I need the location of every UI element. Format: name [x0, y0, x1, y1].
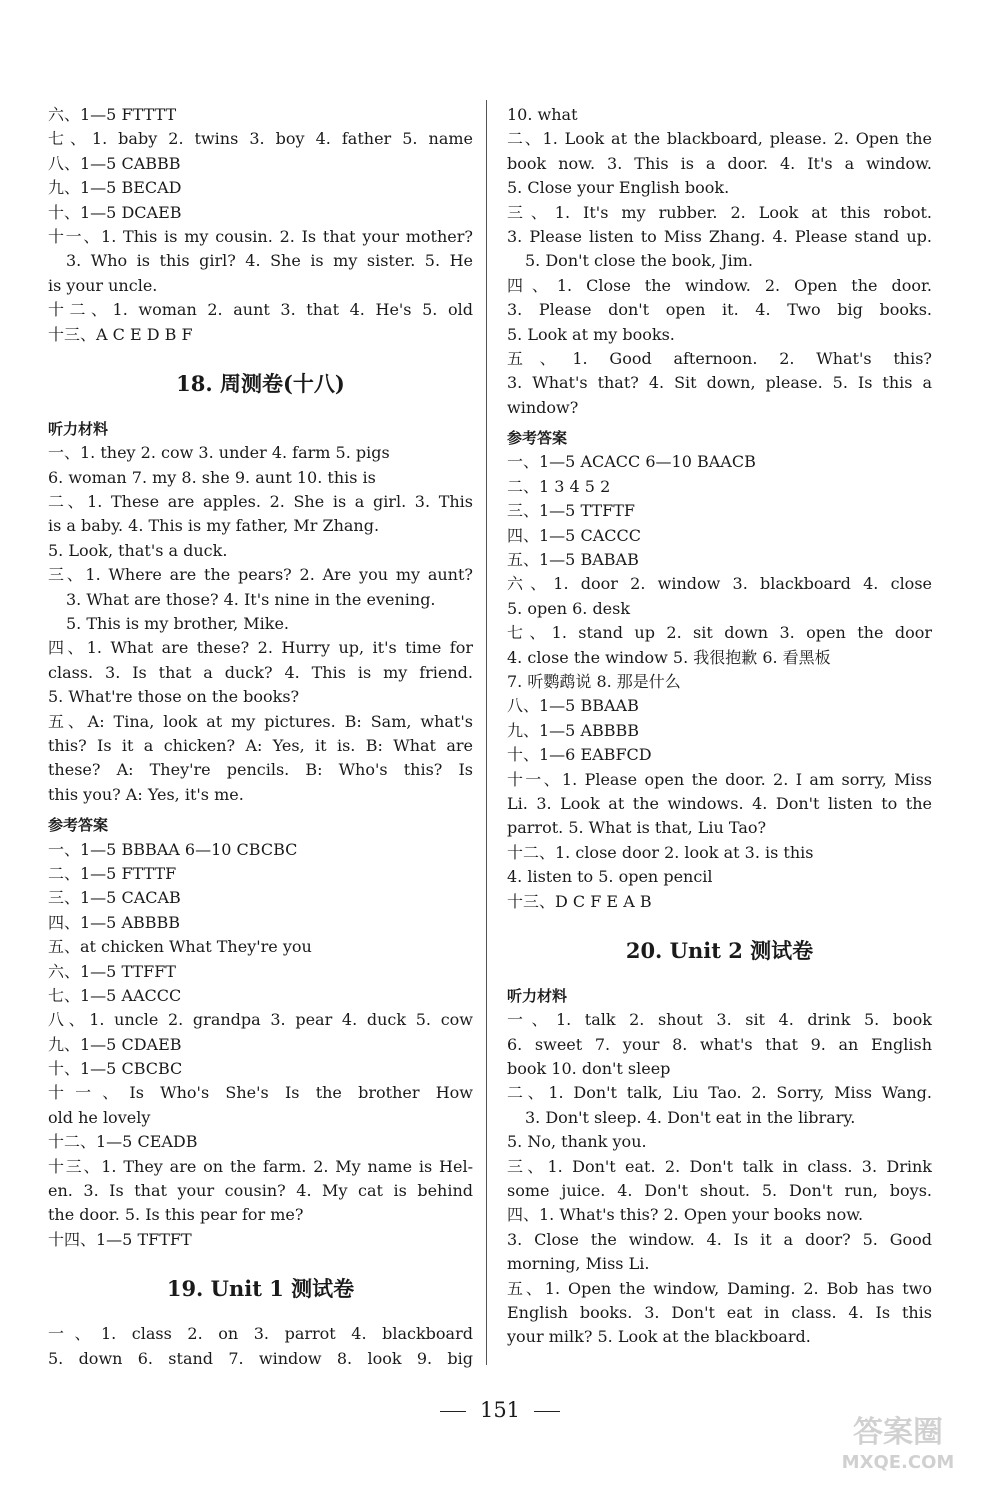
answer-line: 三、1—5 CACAB: [48, 888, 181, 908]
answer-line: 3. Close the window. 4. Is it a door? 5. Good: [507, 1229, 932, 1249]
answer-line: 4. close the window 5. 我很抱歉 6. 看黑板: [507, 647, 831, 667]
answer-line: 一、1—5 ACACC 6—10 BAACB: [507, 452, 756, 472]
section-heading: 19. Unit 1 测试卷: [166, 1276, 355, 1302]
left-column: [48, 103, 473, 1371]
answer-line: this you? A: Yes, it's me.: [48, 784, 244, 804]
answer-line: 四、1. What are these? 2. Hurry up, it's time for: [48, 638, 473, 658]
watermark-text-top: 答案圈: [853, 1415, 943, 1450]
answer-line: 3. Please don't open it. 4. Two big books.: [507, 300, 932, 320]
answer-line: these? A: They're pencils. B: Who's this? Is: [48, 760, 473, 780]
answer-line: 十二、1—5 CEADB: [48, 1132, 198, 1152]
answer-line: 五、at chicken What They're you: [48, 937, 312, 957]
answer-line: 十一、1. This is my cousin. 2. Is that your mother?: [48, 226, 473, 246]
answer-line: 六、1—5 FTTTT: [48, 105, 177, 124]
answer-line: parrot. 5. What is that, Liu Tao?: [507, 818, 767, 838]
answer-line: book 10. don't sleep: [507, 1059, 671, 1079]
answer-line: 十一、Is Who's She's Is the brother How: [48, 1083, 473, 1103]
column-divider: [486, 100, 487, 1365]
answer-line: 十一、1. Please open the door. 2. I am sorry, Miss: [507, 769, 932, 789]
answer-line: 5. Look at my books.: [507, 324, 675, 344]
answer-line: Li. 3. Look at the windows. 4. Don't listen to the: [507, 793, 932, 813]
answer-line: 五、A: Tina, look at my pictures. B: Sam, what's: [48, 711, 473, 731]
answer-line: 三、1. It's my rubber. 2. Look at this robot.: [507, 202, 932, 222]
answer-line: 一、1—5 BBBAA 6—10 CBCBC: [48, 839, 298, 859]
subsection-label: 参考答案: [48, 816, 109, 835]
answer-line: 十三、1. They are on the farm. 2. My name is Hel-: [48, 1156, 473, 1176]
answer-line: 七、1. stand up 2. sit down 3. open the door: [507, 623, 932, 643]
right-column: [507, 103, 932, 1350]
answer-line: 3. Don't sleep. 4. Don't eat in the library.: [525, 1107, 856, 1127]
answer-line: 三、1. Where are the pears? 2. Are you my aunt?: [48, 565, 473, 585]
answer-line: 十、1—5 CBCBC: [48, 1059, 183, 1079]
answer-line: 五、1. Good afternoon. 2. What's this?: [507, 348, 932, 368]
answer-line: 二、1. These are apples. 2. She is a girl. 3. This: [48, 492, 473, 512]
answer-line: English books. 3. Don't eat in class. 4. Is this: [507, 1302, 932, 1322]
answer-line: 五、1. Open the window, Daming. 2. Bob has two: [507, 1278, 932, 1298]
answer-line: 十二、1. close door 2. look at 3. is this: [507, 842, 814, 862]
section-heading: 18. 周测卷(十八): [176, 370, 345, 396]
answer-line: 5. Look, that's a duck.: [48, 540, 228, 560]
answer-line: some juice. 4. Don't shout. 5. Don't run, boys.: [507, 1181, 932, 1201]
answer-line: 7. 听鹦鹉说 8. 那是什么: [507, 671, 681, 691]
answer-line: 5. This is my brother, Mike.: [66, 614, 289, 634]
page-number-dash-right: [534, 1411, 560, 1412]
answer-line: 十、1—6 EABFCD: [507, 745, 652, 765]
answer-line: is your uncle.: [48, 275, 158, 295]
answer-line: book now. 3. This is a door. 4. It's a window.: [507, 153, 932, 173]
watermark-logo: [808, 1406, 988, 1476]
answer-line: 七、1—5 AACCC: [48, 985, 182, 1005]
watermark-text-bottom: MXQE.COM: [841, 1452, 955, 1473]
answer-line: 一、1. they 2. cow 3. under 4. farm 5. pigs: [48, 443, 390, 463]
answer-line: 四、1—5 CACCC: [507, 525, 641, 545]
answer-line: 5. No, thank you.: [507, 1132, 647, 1152]
answer-line: 5. down 6. stand 7. window 8. look 9. big: [48, 1348, 473, 1368]
page-number-dash-left: [440, 1411, 466, 1412]
answer-line: en. 3. Is that your cousin? 4. My cat is behind: [48, 1181, 473, 1201]
answer-line: is a baby. 4. This is my father, Mr Zhang.: [48, 516, 380, 536]
answer-line: 八、1. uncle 2. grandpa 3. pear 4. duck 5. cow: [48, 1010, 473, 1030]
answer-line: 3. Who is this girl? 4. She is my sister. 5. He: [66, 251, 473, 271]
answer-line: 五、1—5 BABAB: [507, 550, 639, 570]
answer-line: 二、1—5 FTTTF: [48, 863, 177, 883]
answer-line: 3. Please listen to Miss Zhang. 4. Please stand up.: [507, 226, 932, 246]
answer-line: 三、1. Don't eat. 2. Don't talk in class. 3. Drink: [507, 1156, 932, 1176]
subsection-label: 参考答案: [507, 429, 568, 448]
section-heading: 20. Unit 2 测试卷: [625, 937, 814, 963]
answer-line: 一、1. talk 2. shout 3. sit 4. drink 5. book: [507, 1010, 932, 1030]
answer-line: this? Is it a chicken? A: Yes, it is. B: What are: [48, 735, 473, 755]
answer-line: 一、1. class 2. on 3. parrot 4. blackboard: [48, 1324, 473, 1344]
answer-line: 六、1. door 2. window 3. blackboard 4. close: [507, 574, 932, 594]
answer-line: 5. open 6. desk: [507, 598, 631, 618]
answer-line: morning, Miss Li.: [507, 1254, 650, 1274]
answer-line: 6. woman 7. my 8. she 9. aunt 10. this is: [48, 467, 376, 487]
answer-line: 七、1. baby 2. twins 3. boy 4. father 5. name: [48, 129, 473, 149]
answer-line: 十三、D C F E A B: [507, 891, 652, 911]
answer-line: window?: [507, 397, 579, 417]
answer-line: 5. What're those on the books?: [48, 687, 300, 707]
answer-line: 5. Close your English book.: [507, 178, 730, 198]
answer-line: 5. Don't close the book, Jim.: [525, 251, 753, 271]
answer-line: 二、1. Look at the blackboard, please. 2. Open the: [507, 129, 932, 149]
answer-line: old he lovely: [48, 1107, 151, 1127]
answer-line: 10. what: [507, 105, 578, 124]
answer-line: the door. 5. Is this pear for me?: [48, 1205, 304, 1225]
answer-line: your milk? 5. Look at the blackboard.: [507, 1327, 811, 1347]
answer-line: 四、1. What's this? 2. Open your books now.: [507, 1205, 864, 1225]
answer-line: 九、1—5 CDAEB: [48, 1034, 182, 1054]
answer-line: 十二、1. woman 2. aunt 3. that 4. He's 5. old: [48, 300, 473, 320]
subsection-label: 听力材料: [48, 419, 109, 438]
answer-line: 十四、1—5 TFTFT: [48, 1229, 192, 1249]
answer-line: 三、1—5 TTFTF: [507, 501, 635, 521]
subsection-label: 听力材料: [507, 986, 568, 1005]
answer-line: 十、1—5 DCAEB: [48, 202, 182, 222]
answer-line: class. 3. Is that a duck? 4. This is my friend.: [48, 662, 473, 682]
answer-line: 4. listen to 5. open pencil: [507, 867, 713, 887]
answer-line: 四、1—5 ABBBB: [48, 912, 181, 932]
answer-line: 六、1—5 TTFFT: [48, 961, 176, 981]
answer-line: 3. What's that? 4. Sit down, please. 5. Is this a: [507, 373, 932, 393]
answer-line: 二、1 3 4 5 2: [507, 476, 611, 496]
answer-line: 3. What are those? 4. It's nine in the evening.: [66, 589, 436, 609]
answer-line: 九、1—5 BECAD: [48, 178, 182, 198]
answer-line: 四、1. Close the window. 2. Open the door.: [507, 275, 932, 295]
answer-line: 九、1—5 ABBBB: [507, 720, 640, 740]
answer-line: 八、1—5 BBAAB: [507, 696, 639, 716]
answer-line: 二、1. Don't talk, Liu Tao. 2. Sorry, Miss Wang.: [507, 1083, 932, 1103]
answer-line: 八、1—5 CABBB: [48, 153, 181, 173]
answer-line: 十三、A C E D B F: [48, 324, 193, 344]
answer-line: 6. sweet 7. your 8. what's that 9. an English: [507, 1034, 932, 1054]
page-number-text: 151: [479, 1398, 521, 1422]
